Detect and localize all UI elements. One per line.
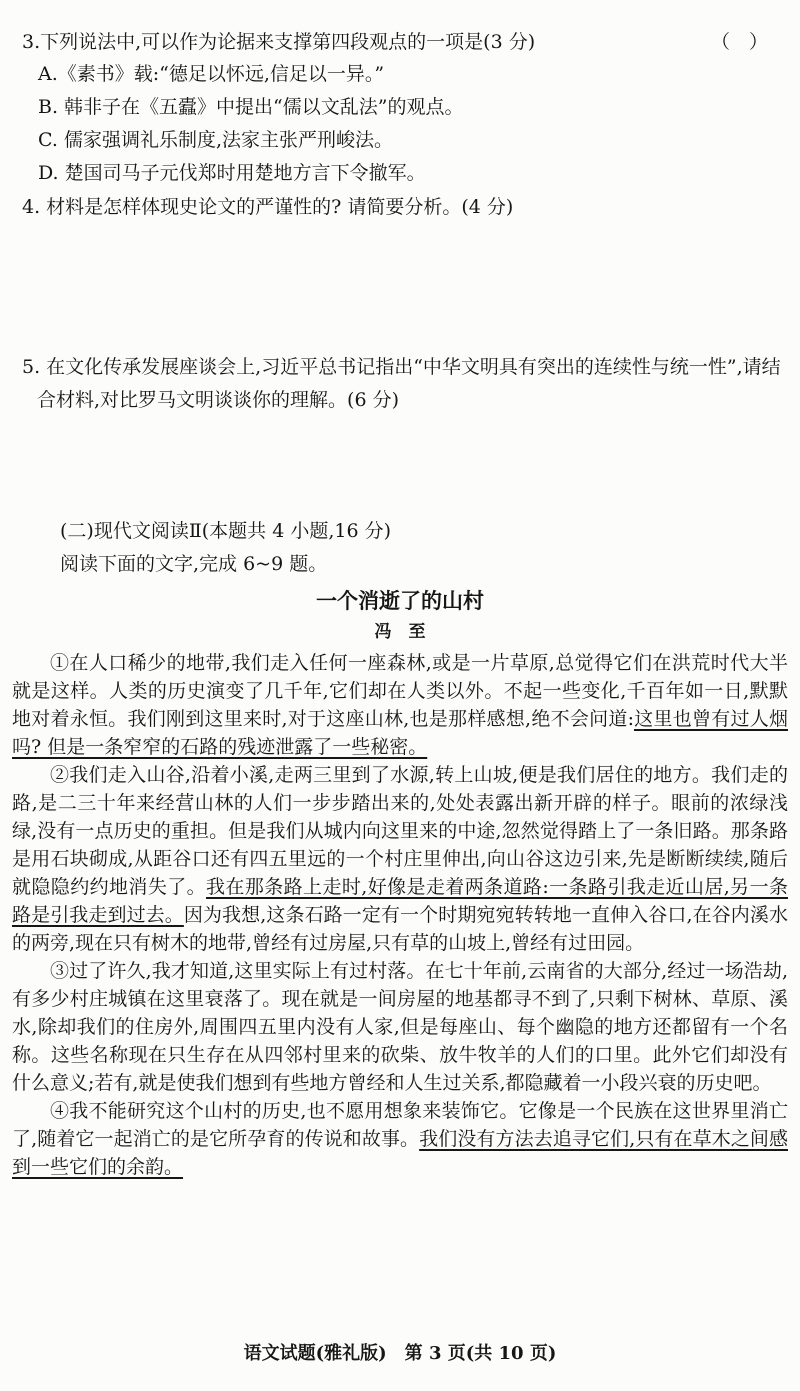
answer-space	[10, 223, 790, 351]
essay-author: 冯 至	[374, 622, 426, 642]
option-b: B. 韩非子在《五蠹》中提出“儒以文乱法”的观点。	[38, 96, 464, 118]
question-3-stem: 3.下列说法中,可以作为论据来支撑第四段观点的一项是(3 分)	[22, 31, 536, 53]
paragraph-2-text: ②我们走入山谷,沿着小溪,走两三里到了水源,转上山坡,便是我们居住的地方。我们走的路,是二三十年来经营山林的人们一步步踏出来的,处处表露出新开辟的样子。眼前的浓绿浅绿,没有一点历史的重担。但是我们从城内向这里来的中途,忽然觉得踏上了一条旧路。那条路是用石块砌成,从距谷口还有四五里远的一个村庄里伸出,向山谷这边引来,先是断断续续,随后就隐隐约约地消失了。	[12, 764, 788, 898]
paragraph-2-text-continued: 因为我想,这条石路一定有一个时期宛宛转转地一直伸入谷口,在谷内溪水的两旁,现在只有树木的地带,曾经有过房屋,只有草的山坡上,曾经有过田园。	[12, 904, 788, 954]
paragraph-4-text: ④我不能研究这个山村的历史,也不愿用想象来装饰它。它像是一个民族在这世界里消亡了,随着它一起消亡的是它所孕育的传说和故事。	[12, 1100, 788, 1150]
essay-paragraph-3	[12, 957, 788, 1097]
section-2-instruction: 阅读下面的文字,完成 6~9 题。	[60, 553, 328, 575]
paragraph-3-text: ③过了许久,我才知道,这里实际上有过村落。在七十年前,云南省的大部分,经过一场浩劫,有多少村庄城镇在这里衰落了。现在就是一间房屋的地基都寻不到了,只剩下树林、草原、溪水,除却我们的住房外,周围四五里内没有人家,但是每座山、每个幽隐的地方还都留有一个名称。这些名称现在只生存在从四邻村里来的砍柴、放牛牧羊的人们的口里。此外它们却没有什么意义;若有,就是使我们想到有些地方曾经和人生过关系,都隐藏着一小段兴衰的历史吧。	[12, 960, 788, 1094]
paragraph-1-underlined-sentence: 这里也曾有过人烟吗? 但是一条窄窄的石路的残迹泄露了一些秘密。	[12, 708, 788, 758]
answer-space	[10, 417, 790, 515]
question-5	[22, 351, 782, 417]
paragraph-2-underlined-sentence: 我在那条路上走时,好像是走着两条道路:一条路引我走近山居,另一条路是引我走到过去。	[12, 876, 788, 926]
question-3-options	[38, 58, 790, 190]
option-d: D. 楚国司马子元伐郑时用楚地方言下令撤军。	[38, 162, 426, 184]
paragraph-4-underlined-sentence: 我们没有方法去追寻它们,只有在草木之间感到一些它们的余韵。	[12, 1128, 788, 1178]
essay-body	[10, 649, 790, 1181]
essay-paragraph-4	[12, 1097, 788, 1181]
paragraph-1-text: ①在人口稀少的地带,我们走入任何一座森林,或是一片草原,总觉得它们在洪荒时代大半就是这样。人类的历史演变了几千年,它们却在人类以外。不起一些变化,千百年如一日,默默地对着永恒。我们刚到这里来时,对于这座山林,也是那样感想,绝不会问道:	[12, 652, 788, 730]
option-a: A.《素书》载:“德足以怀远,信足以一异。”	[38, 63, 385, 85]
page-footer: 语文试题(雅礼版) 第 3 页(共 10 页)	[243, 1343, 557, 1364]
question-3	[10, 26, 790, 190]
question-4	[22, 191, 790, 223]
essay-title: 一个消逝了的山村	[316, 589, 484, 613]
question-4-stem: 4. 材料是怎样体现史论文的严谨性的? 请简要分析。(4 分)	[22, 196, 514, 218]
section-2-heading: (二)现代文阅读Ⅱ(本题共 4 小题,16 分)	[60, 520, 391, 542]
essay-paragraph-1	[12, 649, 788, 761]
option-c: C. 儒家强调礼乐制度,法家主张严刑峻法。	[38, 129, 393, 151]
answer-bracket: （ ）	[710, 31, 768, 53]
essay-paragraph-2	[12, 761, 788, 957]
question-3-row	[22, 26, 790, 58]
question-5-stem: 5. 在文化传承发展座谈会上,习近平总书记指出“中华文明具有突出的连续性与统一性”,请结合材料,对比罗马文明谈谈你的理解。(6 分)	[22, 356, 781, 411]
